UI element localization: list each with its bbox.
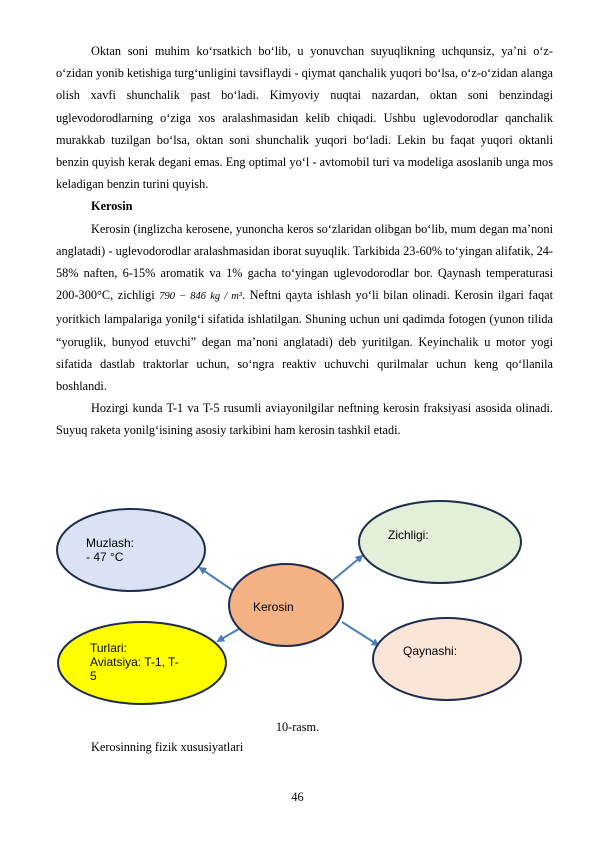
body-text — [56, 40, 553, 442]
arrow-to-qaynashi — [342, 622, 378, 645]
paragraph-kerosene — [56, 218, 553, 398]
kerosin-label: Kerosin — [253, 600, 294, 614]
qaynashi-node — [373, 618, 521, 700]
kerosene-diagram — [0, 498, 595, 708]
turlari-label: Turlari: Aviatsiya: T-1, T- 5 — [90, 641, 179, 683]
muzlash-label: Muzlash: - 47 °C — [86, 536, 135, 564]
paragraph-octane: Oktan soni muhim ko‘rsatkich bo‘lib, u yonuvchan suyuqlikning uchqunsiz, ya’ni o‘z-o‘zidan yonib ketishiga turg‘unligini tavsiflaydi - qiymat qanchalik yuqori bo‘lsa, o‘z-o‘zidan alanga olish xavfi shunchalik past bo‘ladi. Kimyoviy nuqtai nazardan, oktan soni benzindagi uglevodorodlarning o‘ziga xos aralashmasidan kelib chiqadi. Ushbu uglevodorodlar qanchalik murakkab tuzilgan bo‘lsa, oktan soni shunchalik yuqori bo‘ladi. Lekin bu faqat yuqori oktanli benzin quyish kerak degani emas. Eng optimal yo‘l - avtomobil turi va modeliga asoslanib unga mos keladigan benzin turini quyish. — [56, 44, 553, 192]
paragraph-kerosene-part1: Kerosin (inglizcha kerosene, yunoncha keros so‘zlaridan olibgan bo‘lib, mum degan ma’noni anglatadi) - uglevodorodlar aralashmasidan iborat suyuqlik. Tarkibida 23-60% to‘yingan alifatik, 24-58% naften, 6-15% aromatik va 1% gacha to‘yingan uglevodorodlar bor. Qaynash temperaturasi 200-300°C, zichligi — [56, 221, 553, 303]
page-number: 46 — [291, 790, 304, 804]
paragraph-aviation: Hozirgi kunda T-1 va T-5 rusumli aviayonilgilar neftning kerosin fraksiyasi asosida olinadi. Suyuq raketa yonilg‘isining asosiy tarkibini ham kerosin tashkil etadi. — [56, 401, 553, 438]
figure-caption: 10-rasm. — [275, 720, 320, 734]
density-formula: 790 − 846 kg / m³ — [159, 291, 243, 303]
paragraph-kerosene-part2: . Neftni qayta ishlash yo‘li bilan olinadi. Kerosin ilgari faqat yoritkich lampalariga yonilg‘i sifatida ishlatilgan. Shuning uchun uni qadimda fotogen (yunon tilida “yoruglik, bunyod etuvchi” degan ma’noni anglatadi) deb yuritilgan. Keyinchalik u motor yogi sifatida dastlab traktorlar uchun, so‘ngra reaktiv uchuvchi qurilmalar uchun keng qo‘llanila boshlandi. — [56, 288, 553, 394]
qaynashi-label: Qaynashi: — [403, 644, 458, 658]
zichligi-node — [359, 501, 521, 583]
figure-subcaption: Kerosinning fizik xususiyatlari — [91, 740, 244, 754]
zichligi-label: Zichligi: — [388, 528, 429, 542]
section-heading: Kerosin — [91, 199, 133, 214]
arrow-to-zichligi — [333, 556, 362, 580]
